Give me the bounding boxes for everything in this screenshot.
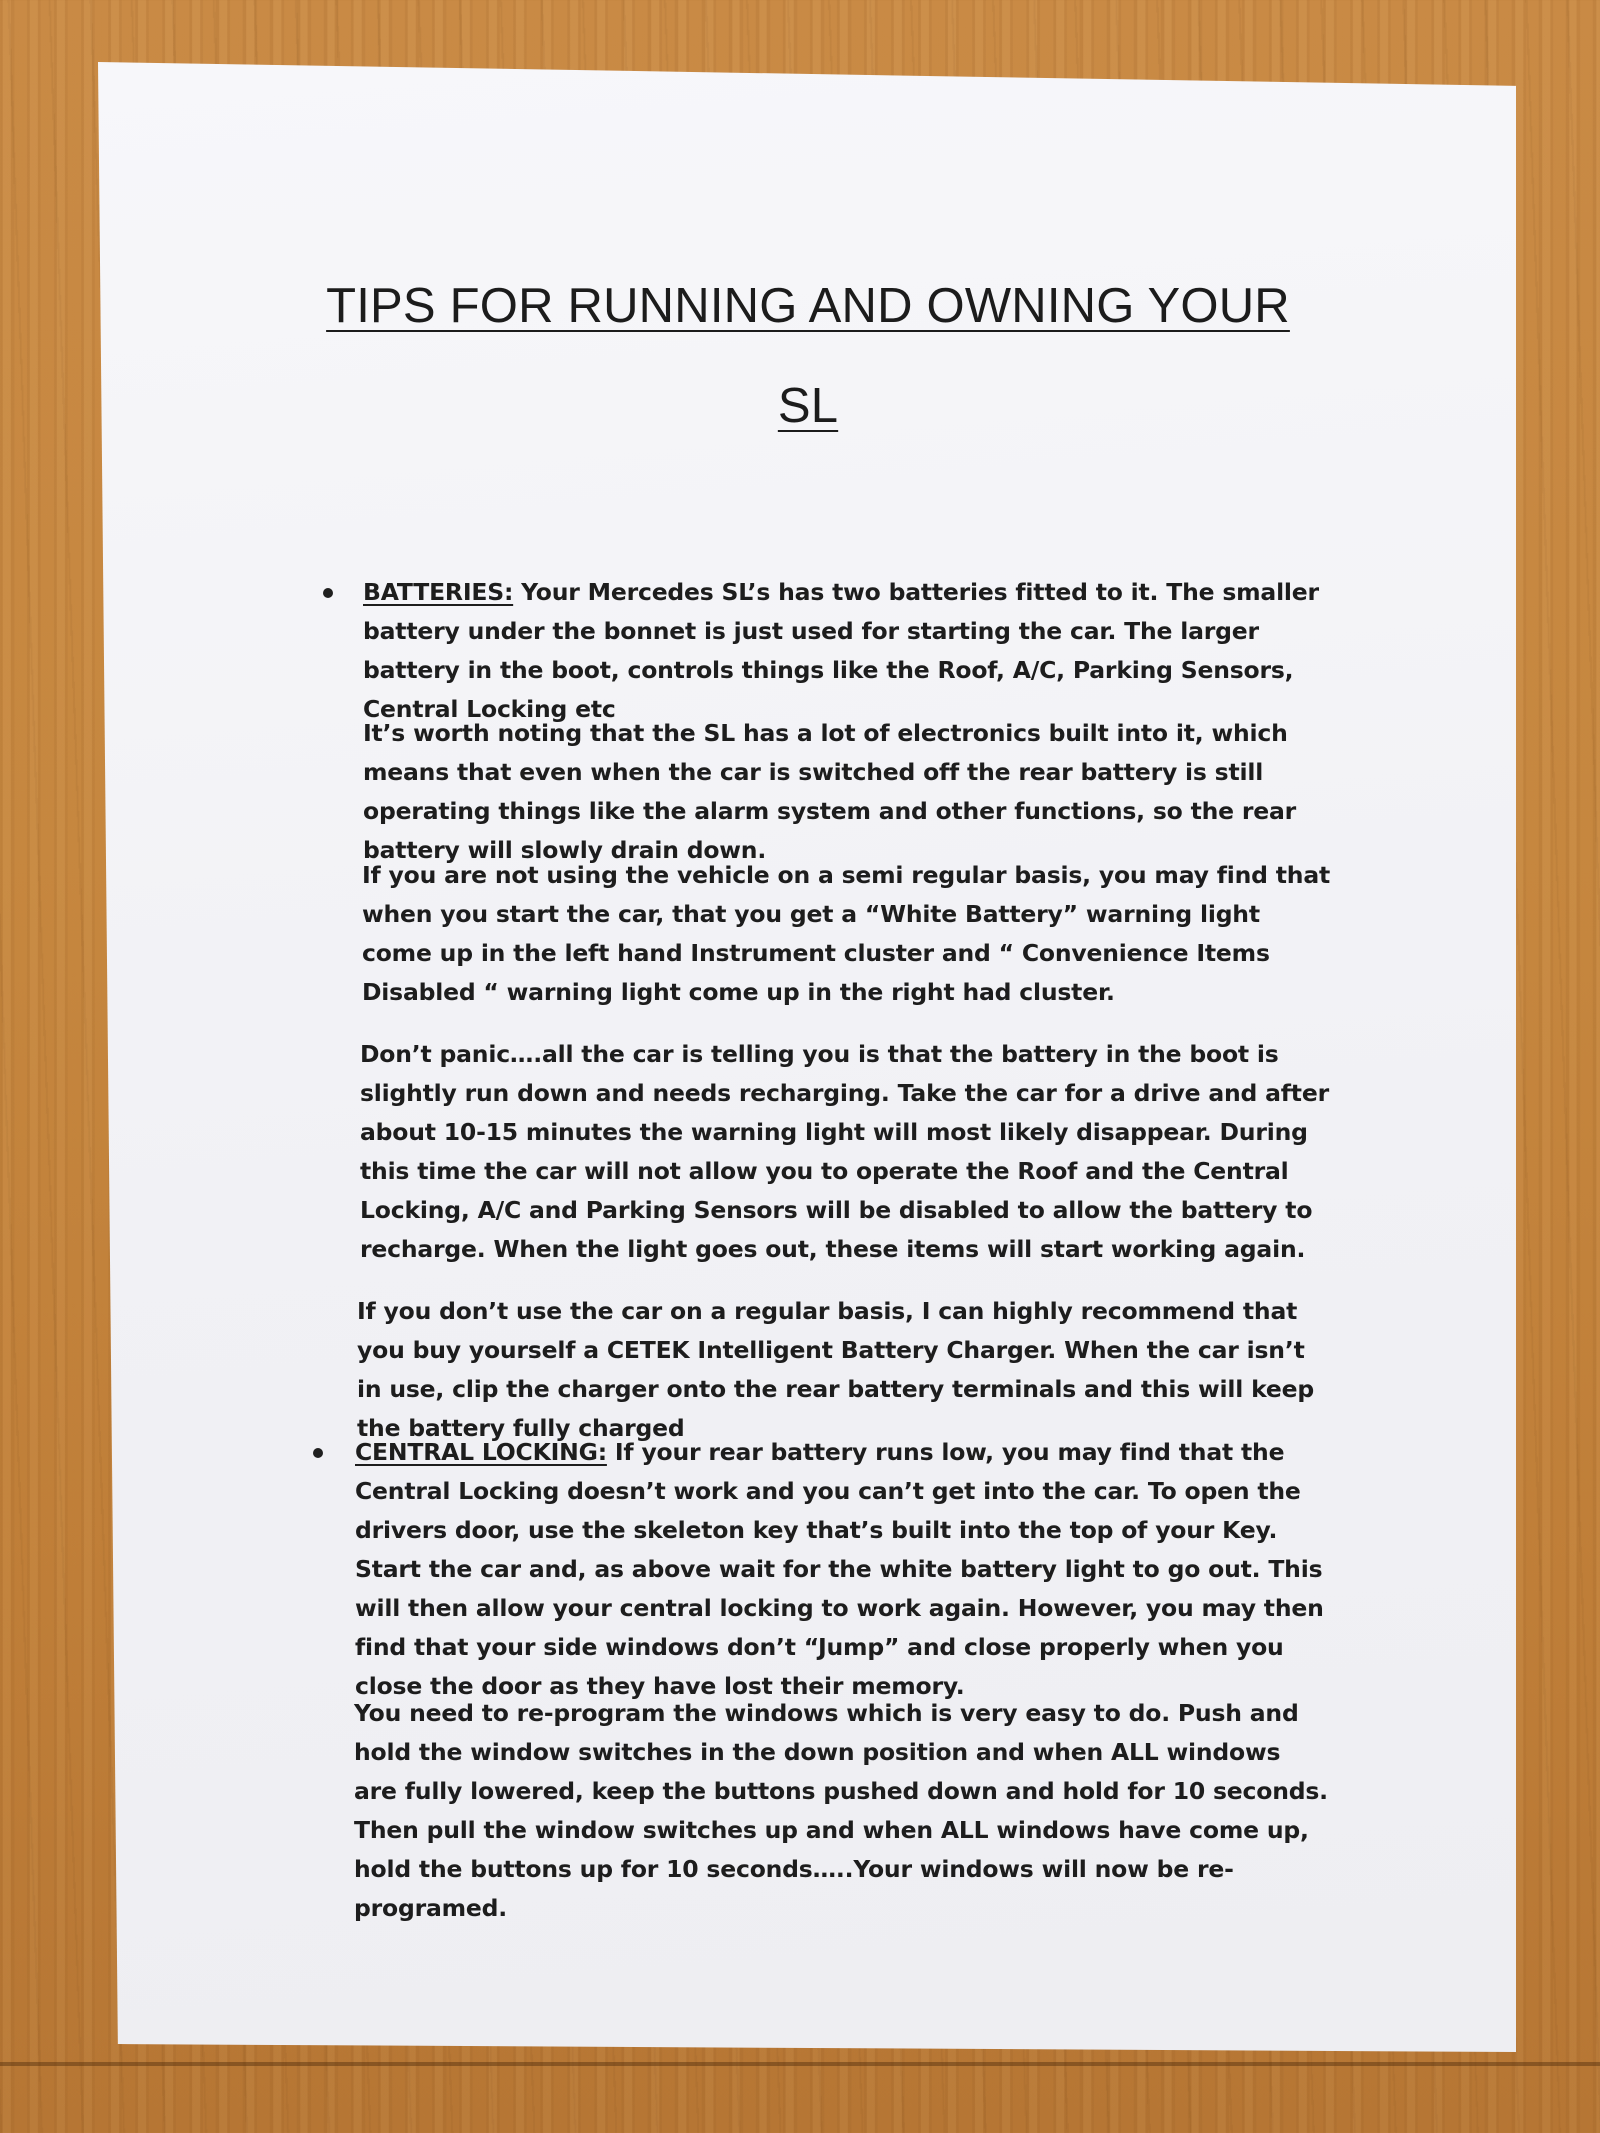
bullet-icon bbox=[313, 1448, 323, 1458]
batteries-intro-text: Your Mercedes SL’s has two batteries fitted to it. The smaller battery under the bonnet is just used for starting the car. The larger battery in the boot, controls things like the Roof, A/C, Parking Sensors, Central Locking etc bbox=[363, 578, 1319, 723]
document-title-line-1: TIPS FOR RUNNING AND OWNING YOUR bbox=[326, 279, 1290, 333]
central-locking-paragraph-reprogram: You need to re-program the windows which is very easy to do. Push and hold the window switches in the down position and when ALL windows are fully lowered, keep the buttons pushed down and hold for 10 seconds. Then pull the window switches up and when ALL windows have come up, hold the buttons up for 10 seconds…..Your windows will now be re-programed. bbox=[354, 1699, 1328, 1922]
batteries-paragraph-charger: If you don’t use the car on a regular basis, I can highly recommend that you buy yourself a CETEK Intelligent Battery Charger. When the car isn’t in use, clip the charger onto the rear battery terminals and this will keep the battery fully charged bbox=[357, 1297, 1314, 1442]
batteries-intro-paragraph bbox=[363, 573, 1343, 729]
central-locking-heading: CENTRAL LOCKING: bbox=[355, 1438, 607, 1466]
batteries-heading: BATTERIES: bbox=[363, 578, 514, 606]
table-seam bbox=[0, 2062, 1600, 2066]
batteries-paragraph-warning-light: If you are not using the vehicle on a semi regular basis, you may find that when you start the car, that you get a “White Battery” warning light come up in the left hand Instrument cluster and “ Convenience Items Disabled “ warning light come up in the right had cluster. bbox=[362, 861, 1331, 1006]
bullet-icon bbox=[323, 588, 333, 598]
batteries-paragraph-dont-panic: Don’t panic….all the car is telling you is that the battery in the boot is slightly run down and needs recharging. Take the car for a drive and after about 10-15 minutes the warning light will most likely disappear. During this time the car will not allow you to operate the Roof and the Central Locking, A/C and Parking Sensors will be disabled to allow the battery to recharge. When the light goes out, these items will start working again. bbox=[360, 1040, 1329, 1263]
central-locking-intro-text: If your rear battery runs low, you may find that the Central Locking doesn’t work and you can’t get into the car. To open the drivers door, use the skeleton key that’s built into the top of your Key. Start the car and, as above wait for the white battery light to go out. This will then allow your central locking to work again. However, you may then find that your side windows don’t “Jump” and close properly when you close the door as they have lost their memory. bbox=[355, 1438, 1324, 1700]
batteries-paragraph-electronics: It’s worth noting that the SL has a lot of electronics built into it, which means that even when the car is switched off the rear battery is still operating things like the alarm system and other functions, so the rear battery will slowly drain down. bbox=[363, 719, 1297, 864]
central-locking-intro-paragraph bbox=[355, 1433, 1335, 1706]
document-title-line-2: SL bbox=[777, 379, 839, 433]
